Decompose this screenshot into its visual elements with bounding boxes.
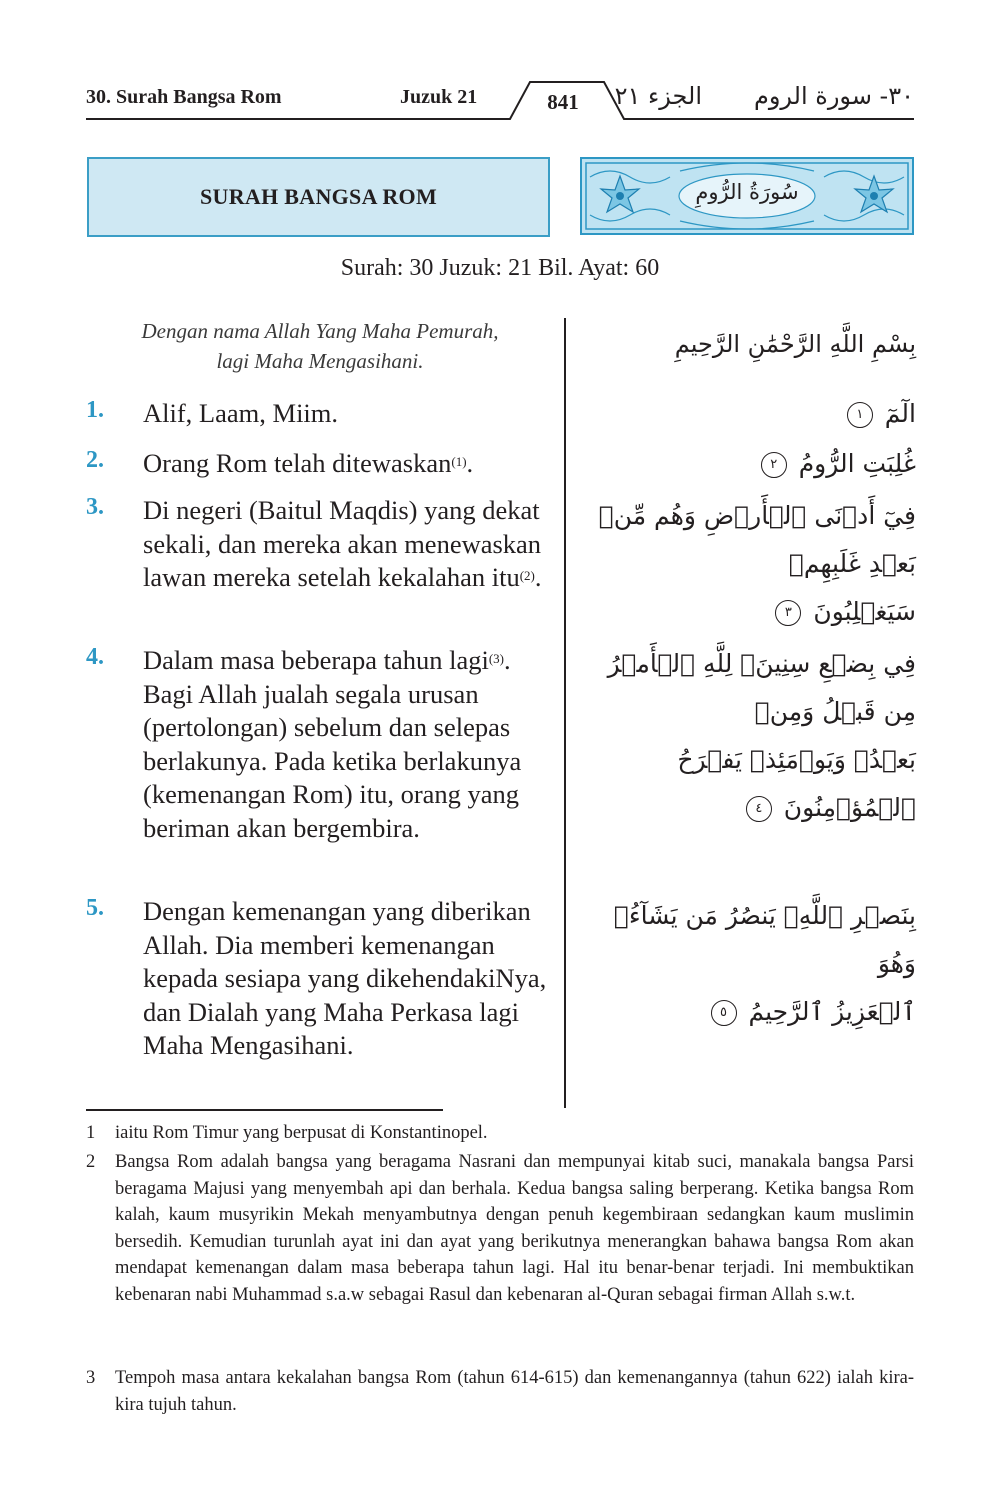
surah-meta: Surah: 30 Juzuk: 21 Bil. Ayat: 60 bbox=[340, 255, 660, 281]
surah-ornament-arabic: سُورَةُ الرُّومِ bbox=[695, 180, 799, 204]
verse-text bbox=[143, 895, 558, 1063]
footnote-number: 2 bbox=[86, 1152, 96, 1172]
footnote-rule bbox=[86, 1109, 443, 1111]
verse-number: 1. bbox=[86, 397, 104, 423]
header-surah-arabic: ٣٠- سورة الروم bbox=[753, 82, 914, 110]
footnote bbox=[86, 1149, 914, 1308]
ayah-marker: ٥ bbox=[711, 1000, 737, 1026]
verse-text-body: Orang Rom telah ditewaskan bbox=[143, 448, 452, 478]
basmalah-translation-line1: Dengan nama Allah Yang Maha Pemurah, bbox=[141, 319, 499, 343]
basmalah-translation-line2: lagi Maha Mengasihani. bbox=[216, 349, 424, 373]
verse-text-body: Alif, Laam, Miim. bbox=[143, 398, 339, 428]
footnote-ref: (2) bbox=[519, 568, 535, 583]
footnote-ref: (3) bbox=[488, 651, 504, 666]
ayah-marker: ٤ bbox=[746, 796, 772, 822]
verse-text bbox=[143, 644, 558, 845]
footnote-text: iaitu Rom Timur yang berpusat di Konstantinopel. bbox=[115, 1123, 488, 1143]
verse-text bbox=[143, 494, 558, 595]
arabic-line-with-marker bbox=[576, 736, 916, 832]
footnote bbox=[86, 1365, 914, 1418]
verse-number: 4. bbox=[86, 644, 104, 670]
arabic-line: بِنَصۡرِ ٱللَّهِۚ يَنصُرُ مَن يَشَآءُۖ وَهُوَ bbox=[613, 901, 916, 978]
arabic-line: فِي بِضۡعِ سِنِينَۗ لِلَّهِ ٱلۡأَمۡرُ مِن قَبۡلُ وَمِنۢ bbox=[607, 649, 916, 726]
footnote-number: 3 bbox=[86, 1368, 96, 1388]
verse-arabic bbox=[576, 640, 916, 832]
ayah-marker: ١ bbox=[847, 402, 873, 428]
verse-text-body: Dalam masa beberapa tahun lagi bbox=[143, 645, 489, 675]
basmalah-translation bbox=[90, 316, 550, 376]
verse-number: 5. bbox=[86, 895, 104, 921]
verse-arabic bbox=[576, 492, 916, 636]
verse-text-body: Dengan kemenangan yang diberikan Allah. Dia memberi kemenangan kepada sesiapa yang dikehendakiNya, dan Dialah yang Maha Perkasa lagi Maha Mengasihani. bbox=[143, 896, 547, 1060]
header-juzuk-arabic: الجزء ٢١ bbox=[614, 82, 702, 110]
arabic-line-with-marker bbox=[576, 588, 916, 636]
surah-title: SURAH BANGSA ROM bbox=[199, 184, 438, 209]
arabic-line: سَيَغۡلِبُونَ bbox=[813, 597, 916, 626]
footnote-text: Tempoh masa antara kekalahan bangsa Rom (tahun 614-615) dan kemenangannya (tahun 622) ialah kira-kira tujuh tahun. bbox=[115, 1368, 914, 1415]
footnote-number: 1 bbox=[86, 1123, 96, 1143]
footnote bbox=[86, 1120, 914, 1147]
basmalah-arabic: بِسْمِ اللَّهِ الرَّحْمَٰنِ الرَّحِيمِ bbox=[674, 330, 916, 358]
arabic-line: الٓمٓ bbox=[884, 399, 916, 428]
column-divider bbox=[564, 318, 566, 1108]
surah-title-box bbox=[87, 157, 550, 237]
ayah-marker: ٣ bbox=[775, 600, 801, 626]
arabic-line: فِيٓ أَدۡنَى ٱلۡأَرۡضِ وَهُم مِّنۢ بَعۡدِ غَلَبِهِمۡ bbox=[598, 501, 916, 578]
footnote-ref: (1) bbox=[451, 454, 467, 469]
verse-text bbox=[143, 447, 558, 481]
verse-text bbox=[143, 397, 558, 431]
verse-number: 3. bbox=[86, 494, 104, 520]
verse-text-after: . bbox=[466, 448, 474, 478]
ayah-marker: ٢ bbox=[761, 452, 787, 478]
verse-text-body: Di negeri (Baitul Maqdis) yang dekat sekali, dan mereka akan menewaskan lawan mereka setelah kekalahan itu bbox=[143, 495, 542, 592]
footnote-text: Bangsa Rom adalah bangsa yang beragama Nasrani dan mempunyai kitab suci, manakala bangsa Parsi beragama Majusi yang menyembah api dan berhala. Kedua bangsa saling berperang. Ketika bangsa Rom kalah, kaum musyrikin Mekah menyambutnya dengan penuh kegembiraan sedangkan kaum muslimin bersedih. Kemudian turunlah ayat ini dan ayat yang berikutnya menerangkan bahawa bangsa Rom akan mendapat kemenangan dalam masa beberapa tahun lagi. Hal itu benar-benar terjadi. Ini membuktikan kebenaran nabi Muhammad s.a.w sebagai Rasul dan kebenaran al-Quran sebagai firman Allah s.w.t. bbox=[115, 1152, 914, 1305]
header-juzuk: Juzuk 21 bbox=[400, 86, 478, 108]
verse-arabic bbox=[576, 440, 916, 488]
arabic-line: بَعۡدُۚ وَيَوۡمَئِذٖ يَفۡرَحُ ٱلۡمُؤۡمِنُونَ bbox=[677, 745, 916, 822]
verse-number: 2. bbox=[86, 447, 104, 473]
verse-arabic bbox=[576, 892, 916, 1036]
arabic-line: ٱلۡعَزِيزُ ٱلرَّحِيمُ bbox=[748, 997, 916, 1026]
header-surah-title: 30. Surah Bangsa Rom bbox=[86, 86, 282, 108]
page-number: 841 bbox=[547, 90, 579, 114]
verse-text-after: . bbox=[534, 562, 542, 592]
arabic-line: غُلِبَتِ الرُّومُ bbox=[798, 449, 916, 478]
verse-arabic bbox=[576, 390, 916, 438]
arabic-line-with-marker bbox=[576, 988, 916, 1036]
verse-text-after: . Bagi Allah jualah segala urusan (pertolongan) sebelum dan selepas berlakunya. Pada ketika berlakunya (kemenangan Rom) itu, orang yang beriman akan bergembira. bbox=[143, 645, 522, 843]
